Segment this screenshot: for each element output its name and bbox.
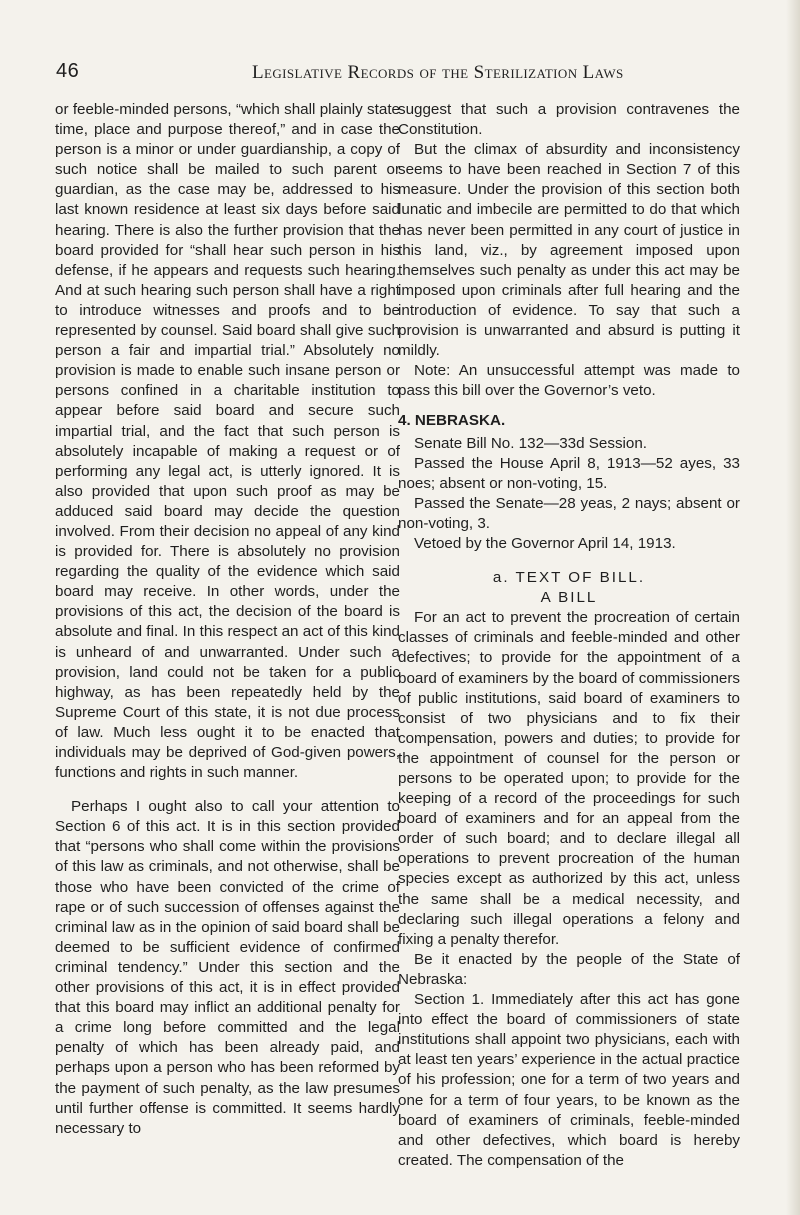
preamble: For an act to prevent the procreation of certain classes of criminals and feeble-minded and other defectives; to provide for the appointment of a board of examiners by the board of commissioners of public institutions, said board of examiners to consist of two physicians and to fix their compensation, powers and duties; to provide for the appointment of counsel for the person or persons to be operated upon; to provide for the keeping of a record of the proceedings for such board of examiners and for an appeal from the order of such board; and to declare illegal all operations to prevent procreation of the human species except as authorized by this act, unless the same shall be a medical necessity, and declaring such illegal operations a felony and fixing a penalty therefor. xyxy=(398,609,740,948)
bill-info-line: Passed the Senate—28 yeas, 2 nays; absent or non-voting, 3. xyxy=(398,494,740,532)
paragraph: But the climax of absurdity and inconsistency seems to have been reached in Section 7 of this measure. Under the provision of this section both lunatic and imbecile are permitted to do that which has never been permitted in any court of justice in this land, viz., by agreement imposed upon themselves such penalty as under this act may be imposed upon criminals after full hearing and the introduction of evidence. To say that such a provision is unwarranted and absurd is putting it mildly. xyxy=(398,141,740,360)
bill-info-line: Senate Bill No. 132—33d Session. xyxy=(414,434,648,452)
paragraph: or feeble-minded persons, “which shall plainly state time, place and purpose thereof,” and in case the person is a minor or under guardianship, a copy of such notice shall be mailed to such parent or guardian, as the case may be, addressed to his last known residence at least six days before said hearing. There is also the further provision that the board provided for “shall hear such person in his defense, if he appears and requests such hearing. And at such hearing such person shall have a right to introduce witnesses and proofs and to be represented by counsel. Said board shall give such person a fair and impartial trial.” Absolutely no provision is made to enable such insane person or persons confined in a charitable institution to appear before said board and secure such impartial trial, and the fact that such person is absolutely incapable of making a request or of performing any legal act, is utterly ignored. It is also provided that upon such proof as may be adduced said board may decide the question involved. From their decision no appeal of any kind is provided for. There is absolutely no provision regarding the quality of the evidence which said board may receive. In other words, under the provisions of this act, the decision of the board is absolute and final. In this respect an act of this kind is unheard of and unwarranted. Under such a provision, land could not be taken for a public highway, as has been repeatedly held by the Supreme Court of this state, it is not due process of law. Much less ought it to be enacted that individuals may be deprived of God-given powers, functions and rights in such manner. xyxy=(55,101,400,782)
section-1: Section 1. Immediately after this act has gone into effect the board of commissioners of state institutions shall appoint two physicians, each with at least ten years’ experience in the actual practice of his profession; one for a term of two years and one for a term of four years, to be known as the board of examiners of criminals, feeble-minded and other defectives, which board is hereby created. The compensation of the xyxy=(398,991,740,1169)
text-heading: a. TEXT OF BILL. xyxy=(492,569,646,587)
page-number: 46 xyxy=(56,60,80,82)
left-column xyxy=(55,100,400,1139)
enacting-clause: Be it enacted by the people of the State of Nebraska: xyxy=(398,950,740,988)
section-heading: 4. NEBRASKA. xyxy=(398,412,506,430)
paragraph: suggest that such a provision contravenes the Constitution. xyxy=(398,101,740,139)
note: Note: An unsuccessful attempt was made to pass this bill over the Governor’s veto. xyxy=(398,362,740,400)
bill-title: A BILL xyxy=(540,589,598,607)
paragraph: Perhaps I ought also to call your attention to Section 6 of this act. It is in this section provided that “persons who shall come within the provisions of this law as criminals, and not otherwise, shall be those who have been convicted of the crime of rape or of such succession of offenses against the criminal law as in the opinion of said board shall be deemed to be sufficient evidence of confirmed criminal tendency.” Under this section and the other provisions of this act, it is in effect provided that this board may inflict an additional penalty for a crime long before committed and the legal penalty of which has been already paid, and perhaps upon a person who has been reformed by the payment of such penalty, as the law presumes until further offense is committed. It seems hardly necessary to xyxy=(55,798,400,1137)
right-column xyxy=(398,100,740,1171)
bill-info-line: Vetoed by the Governor April 14, 1913. xyxy=(414,534,676,552)
page-edge-shadow xyxy=(786,0,800,1215)
running-head: Legislative Records of the Sterilization Laws xyxy=(252,62,624,83)
bill-info-line: Passed the House April 8, 1913—52 ayes, 33 noes; absent or non-voting, 15. xyxy=(398,454,740,492)
